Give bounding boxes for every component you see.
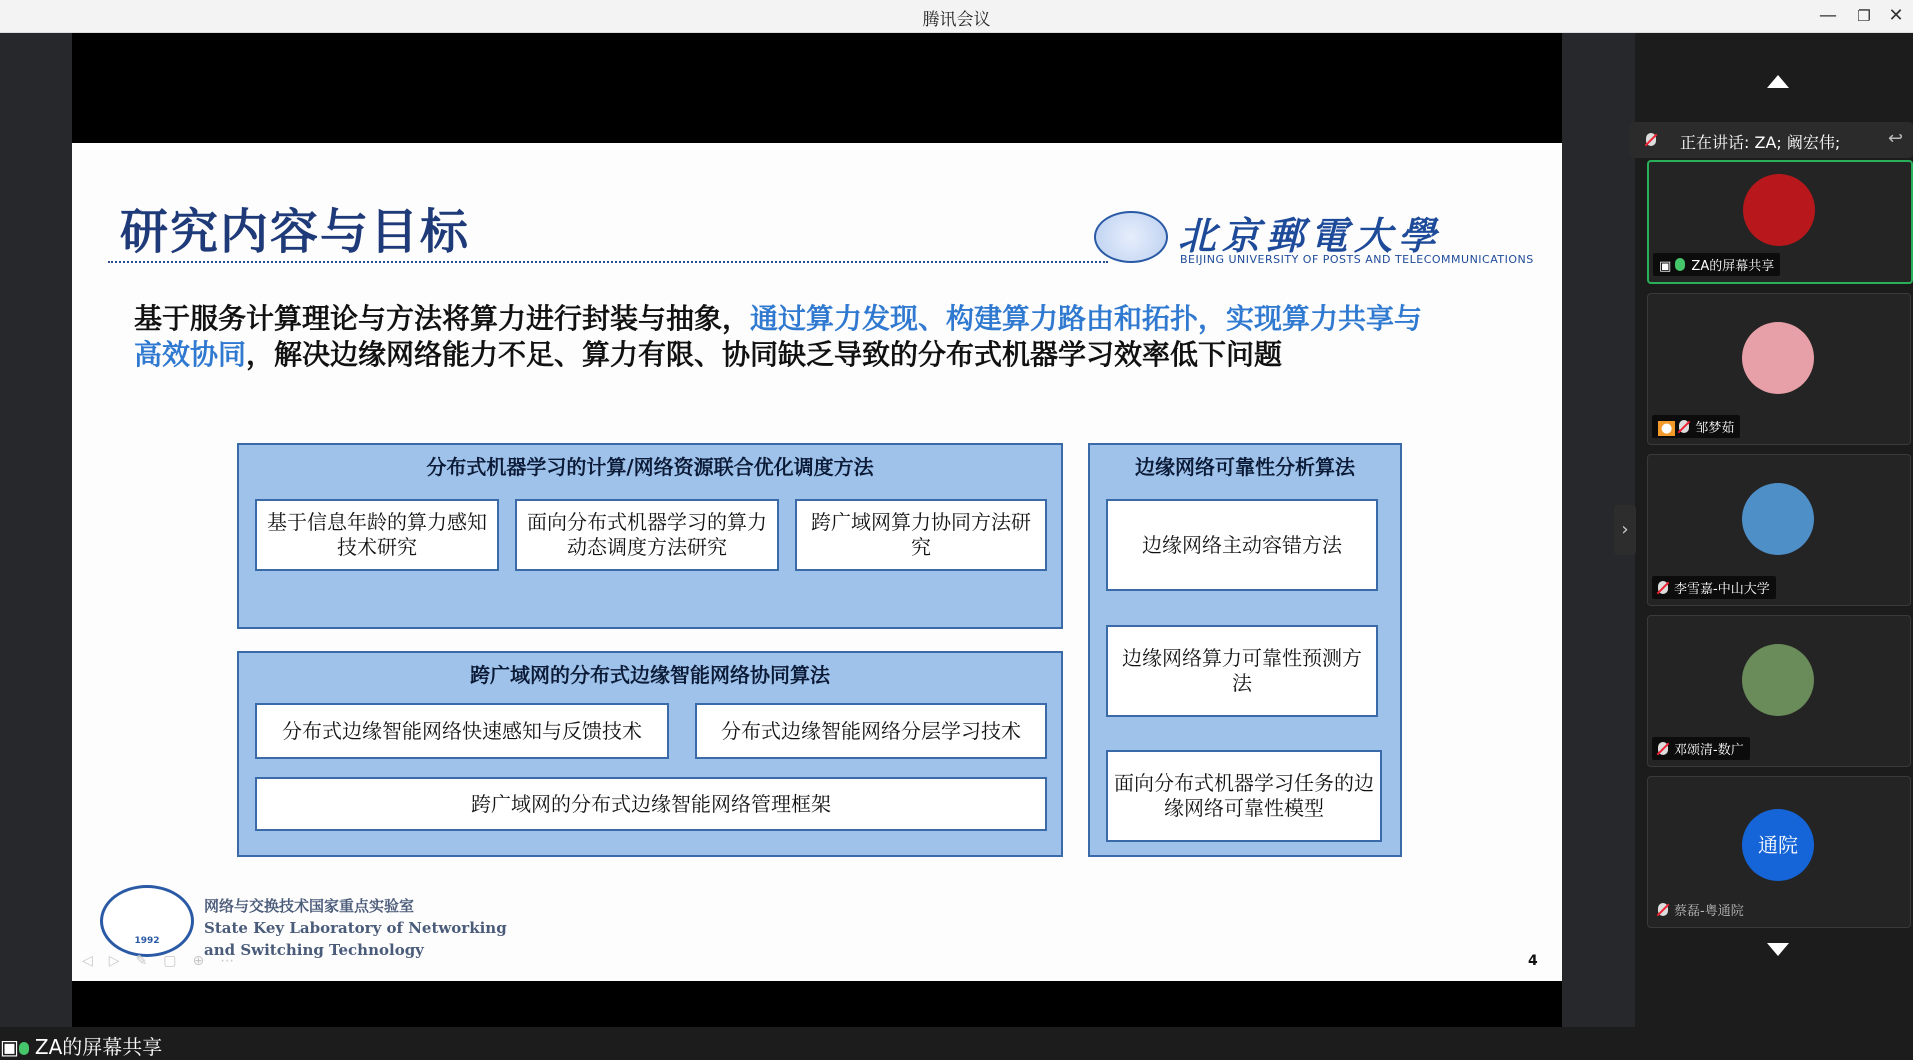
shared-screen-stage xyxy=(0,33,1635,1059)
slide-heading: 研究内容与目标 xyxy=(120,204,471,260)
participant-tile[interactable] xyxy=(1647,293,1911,445)
lab-name xyxy=(204,895,507,961)
box-reliability-analysis xyxy=(1088,443,1402,857)
scroll-down-icon[interactable] xyxy=(1767,943,1789,956)
box-title: 分布式机器学习的计算/网络资源联合优化调度方法 xyxy=(426,455,874,479)
box-item: 边缘网络主动容错方法 xyxy=(1106,499,1378,591)
screen-share-label: ▣ ZA的屏幕共享 xyxy=(0,1035,163,1059)
box-title: 跨广域网的分布式边缘智能网络协同算法 xyxy=(470,663,830,687)
presentation-slide xyxy=(72,143,1562,981)
window-title: 腾讯会议 xyxy=(922,10,991,30)
slide-page-number: 4 xyxy=(1528,953,1538,969)
lab-name-en-1: State Key Laboratory of Networking xyxy=(204,919,507,937)
mic-muted-icon xyxy=(1646,133,1656,146)
box-resource-scheduling xyxy=(237,443,1063,629)
reply-icon[interactable]: ↩ xyxy=(1888,128,1904,149)
lab-name-en-2: and Switching Technology xyxy=(204,941,424,959)
box-item: 分布式边缘智能网络快速感知与反馈技术 xyxy=(255,703,669,759)
close-icon[interactable]: ✕ xyxy=(1888,5,1904,26)
slide-nav-controls[interactable]: ◁▷✎▢⊕⋯ xyxy=(82,953,251,969)
box-item: 面向分布式机器学习任务的边缘网络可靠性模型 xyxy=(1106,750,1382,842)
avatar xyxy=(1743,174,1815,246)
box-item: 跨广域网的分布式边缘智能网络管理框架 xyxy=(255,777,1047,831)
avatar xyxy=(1742,483,1814,555)
mic-muted-icon xyxy=(1658,742,1668,755)
statement-highlight1: 通过算力发现、构建算力路由和拓扑，实现算力共享与 xyxy=(750,302,1423,335)
box-item: 跨广域网算力协同方法研究 xyxy=(795,499,1047,571)
heading-divider xyxy=(108,261,1108,263)
restore-icon[interactable]: ❐ xyxy=(1857,7,1871,25)
box-edge-collaboration xyxy=(237,651,1063,857)
speaking-indicator xyxy=(1630,122,1913,158)
mic-muted-icon xyxy=(1658,903,1668,916)
participant-tile[interactable] xyxy=(1647,160,1913,284)
user-icon: ● xyxy=(1658,421,1675,436)
participant-name: 李雪嘉-中山大学 xyxy=(1652,576,1776,599)
avatar xyxy=(1742,644,1814,716)
university-name-en: BEIJING UNIVERSITY OF POSTS AND TELECOMMUNICATIONS xyxy=(1180,253,1534,266)
scroll-up-icon[interactable] xyxy=(1767,75,1789,88)
avatar xyxy=(1742,322,1814,394)
statement-part1: 基于服务计算理论与方法将算力进行封装与抽象， xyxy=(134,302,751,335)
research-statement xyxy=(134,301,1524,373)
participant-tile[interactable] xyxy=(1647,454,1911,606)
box-item: 边缘网络算力可靠性预测方法 xyxy=(1106,625,1378,717)
share-icon: ▣ xyxy=(1659,259,1676,274)
box-title: 边缘网络可靠性分析算法 xyxy=(1135,455,1355,479)
collapse-panel-button[interactable]: › xyxy=(1614,505,1636,555)
box-item: 基于信息年龄的算力感知技术研究 xyxy=(255,499,499,571)
participant-name: ▣ ZA的屏幕共享 xyxy=(1653,253,1780,276)
mic-muted-icon xyxy=(1658,581,1668,594)
share-icon: ▣ xyxy=(0,1035,19,1059)
participant-name: 蔡磊-粤通院 xyxy=(1652,898,1750,921)
avatar: 通院 xyxy=(1742,809,1814,881)
window-titlebar xyxy=(0,0,1913,33)
participant-name: ● 邹梦茹 xyxy=(1652,415,1740,438)
participant-name: 邓颂清-数广 xyxy=(1652,737,1750,760)
university-logo-icon xyxy=(1094,211,1168,263)
box-item: 面向分布式机器学习的算力动态调度方法研究 xyxy=(515,499,779,571)
statement-part2: ，解决边缘网络能力不足、算力有限、协同缺乏导致的分布式机器学习效率低下问题 xyxy=(246,338,1283,371)
mic-icon xyxy=(1675,258,1685,271)
minimize-icon[interactable]: — xyxy=(1819,5,1837,26)
statement-highlight2: 高效协同 xyxy=(134,338,247,371)
lab-logo-icon xyxy=(100,885,194,957)
mic-muted-icon xyxy=(1679,420,1689,433)
mic-icon xyxy=(19,1042,29,1055)
participant-tile[interactable] xyxy=(1647,776,1911,928)
speaking-text: 正在讲话: ZA; 阚宏伟; xyxy=(1680,133,1841,152)
lab-name-cn: 网络与交换技术国家重点实验室 xyxy=(204,897,415,915)
participant-tile[interactable] xyxy=(1647,615,1911,767)
university-name-cn: 北京郵電大學 xyxy=(1178,213,1443,258)
box-item: 分布式边缘智能网络分层学习技术 xyxy=(695,703,1047,759)
